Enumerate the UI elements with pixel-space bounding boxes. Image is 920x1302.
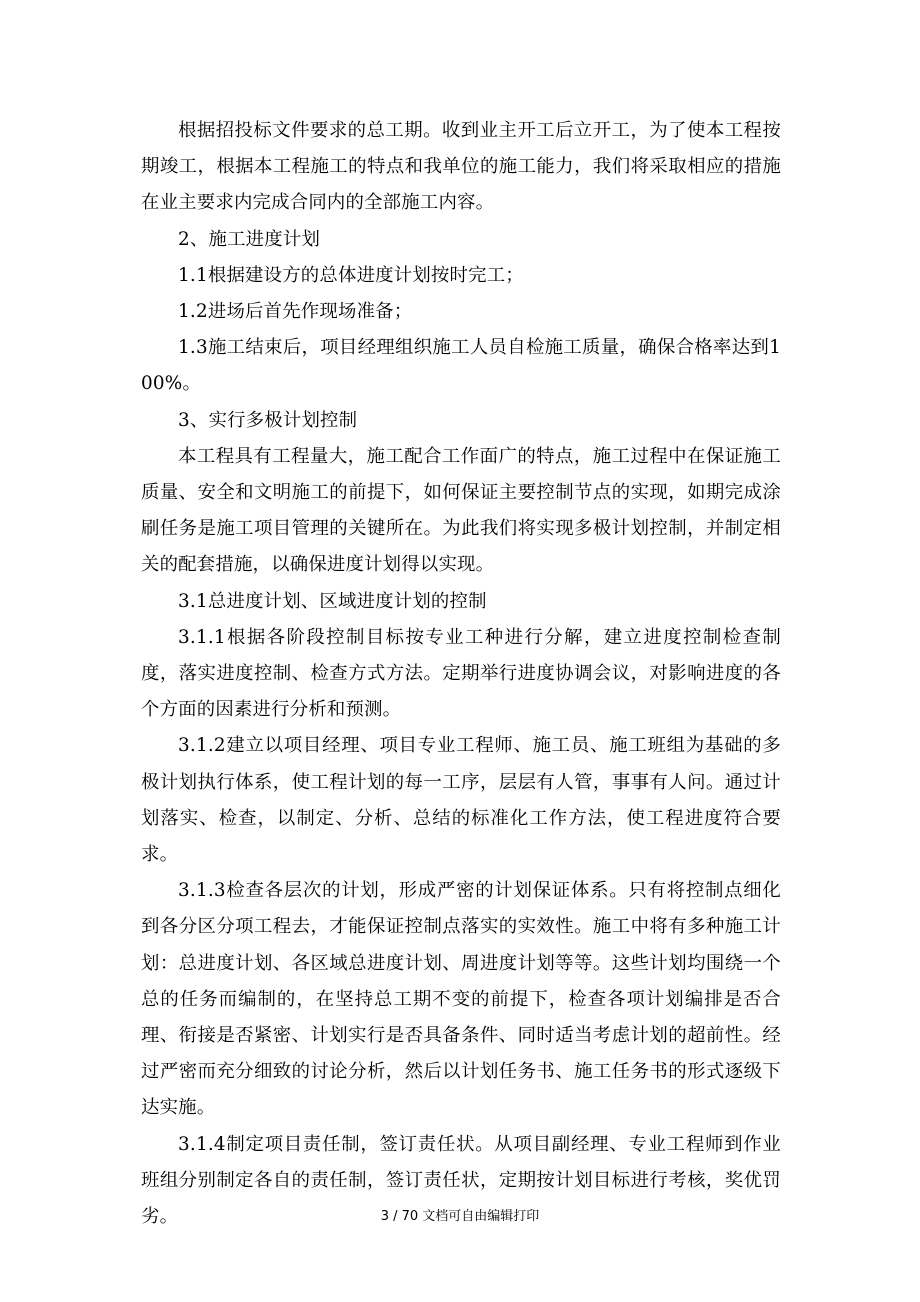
paragraph-1-1: 1.1根据建设方的总体进度计划按时完工；	[178, 264, 524, 286]
paragraph-3-1-2: 3.1.2建立以项目经理、项目专业工程师、施工员、施工班组为基础的多极计划执行体系，使工程计划的每一工序，层层有人管，事事有人问。通过计划落实、检查，以制定、分析、总结的标准化工作方法，使工程进度符合要求。	[141, 735, 781, 866]
paragraph-1-3: 1.3施工结束后，项目经理组织施工人员自检施工质量，确保合格率达到100%。	[141, 337, 781, 395]
document-body	[141, 113, 781, 1235]
paragraph-intro: 根据招投标文件要求的总工期。收到业主开工后立开工，为了使本工程按期竣工，根据本工程施工的特点和我单位的施工能力，我们将采取相应的措施在业主要求内完成合同内的全部施工内容。	[141, 120, 781, 214]
paragraph-3-1-4: 3.1.4制定项目责任制，签订责任状。从项目副经理、专业工程师到作业班组分别制定各自的责任制，签订责任状，定期按计划目标进行考核，奖优罚劣。	[141, 1133, 781, 1228]
paragraph-3-1-3: 3.1.3检查各层次的计划，形成严密的计划保证体系。只有将控制点细化到各分区分项工程去，才能保证控制点落实的实效性。施工中将有多种施工计划：总进度计划、各区域总进度计划、周进度计划等等。这些计划均围绕一个总的任务而编制的，在坚持总工期不变的前提下，检查各项计划编排是否合理、衔接是否紧密、计划实行是否具备条件、同时适当考虑计划的超前性。经过严密而充分细致的讨论分析，然后以计划任务书、施工任务书的形式逐级下达实施。	[141, 880, 781, 1119]
heading-multilevel-control: 3、实行多极计划控制	[178, 409, 358, 431]
paragraph-3-1-1: 3.1.1根据各阶段控制目标按专业工种进行分解，建立进度控制检查制度，落实进度控制、检查方式方法。定期举行进度协调会议，对影响进度的各个方面的因素进行分析和预测。	[141, 626, 781, 721]
page-footer: 3 / 70 文档可自由编辑打印	[380, 1209, 540, 1224]
paragraph-project-features: 本工程具有工程量大，施工配合工作面广的特点，施工过程中在保证施工质量、安全和文明施工的前提下，如何保证主要控制节点的实现，如期完成涂刷任务是施工项目管理的关键所在。为此我们将实现多极计划控制，并制定相关的配套措施，以确保进度计划得以实现。	[141, 445, 781, 576]
paragraph-1-2: 1.2进场后首先作现场准备；	[178, 301, 413, 323]
heading-3-1: 3.1总进度计划、区域进度计划的控制	[178, 590, 487, 612]
heading-schedule-plan: 2、施工进度计划	[178, 228, 321, 250]
